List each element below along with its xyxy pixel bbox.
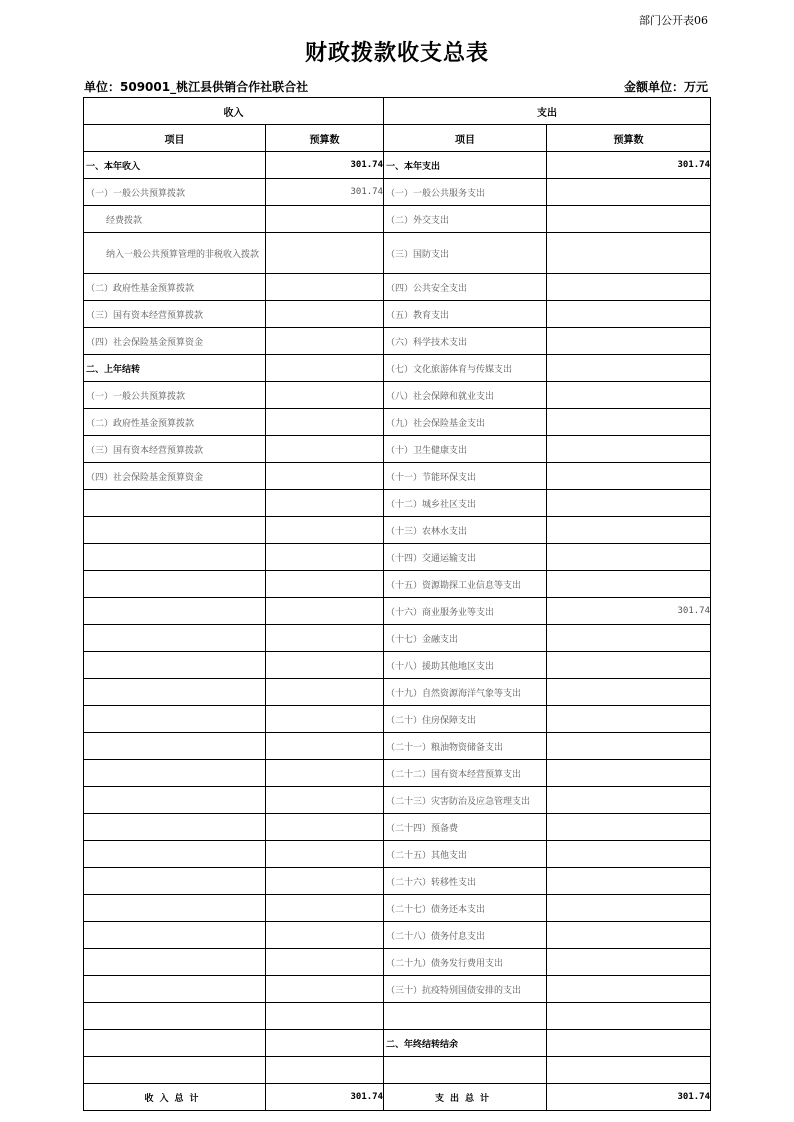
table-row — [84, 733, 711, 760]
income-amount-cell — [266, 328, 384, 355]
table-row — [84, 949, 711, 976]
table-row — [84, 652, 711, 679]
expense-amount-cell — [547, 706, 711, 733]
table-row — [84, 706, 711, 733]
expense-item-cell: （十二）城乡社区支出 — [384, 490, 547, 517]
income-header: 收入 — [84, 98, 384, 125]
expense-amount-cell: 301.74 — [547, 152, 711, 179]
table-row — [84, 814, 711, 841]
income-amount-cell — [266, 571, 384, 598]
income-amount-cell — [266, 544, 384, 571]
table-row — [84, 895, 711, 922]
table-row — [84, 490, 711, 517]
income-amount-cell: 301.74 — [266, 179, 384, 206]
expense-amount-cell — [547, 976, 711, 1003]
table-row — [84, 382, 711, 409]
expense-item-cell: （十六）商业服务业等支出 — [384, 598, 547, 625]
expense-budget-header: 预算数 — [547, 125, 711, 152]
expense-item-cell: （四）公共安全支出 — [384, 274, 547, 301]
expense-amount-cell — [547, 1003, 711, 1030]
income-amount-cell — [266, 922, 384, 949]
expense-amount-cell — [547, 544, 711, 571]
expense-item-cell: （十一）节能环保支出 — [384, 463, 547, 490]
income-item-cell: （一）一般公共预算拨款 — [84, 382, 266, 409]
income-item-cell: （四）社会保险基金预算资金 — [84, 328, 266, 355]
unit-label: 单位：509001_桃江县供销合作社联合社 — [84, 80, 309, 94]
income-amount-cell — [266, 598, 384, 625]
expense-amount-cell — [547, 490, 711, 517]
income-amount-cell — [266, 517, 384, 544]
expense-amount-cell — [547, 787, 711, 814]
expense-amount-cell — [547, 814, 711, 841]
income-item-cell — [84, 733, 266, 760]
expense-amount-cell — [547, 206, 711, 233]
expense-amount-cell — [547, 868, 711, 895]
expense-item-cell: （七）文化旅游体育与传媒支出 — [384, 355, 547, 382]
table-row — [84, 179, 711, 206]
expense-item-cell: （二十六）转移性支出 — [384, 868, 547, 895]
expense-amount-cell — [547, 382, 711, 409]
income-budget-header: 预算数 — [266, 125, 384, 152]
expense-item-cell: （二十一）粮油物资储备支出 — [384, 733, 547, 760]
income-item-cell — [84, 949, 266, 976]
table-row — [84, 1030, 711, 1057]
expense-item-cell: （二十九）债务发行费用支出 — [384, 949, 547, 976]
income-item-cell — [84, 922, 266, 949]
expense-item-cell: （十九）自然资源海洋气象等支出 — [384, 679, 547, 706]
income-item-cell: 纳入一般公共预算管理的非税收入拨款 — [84, 233, 266, 274]
income-item-cell — [84, 544, 266, 571]
income-item-cell: （四）社会保险基金预算资金 — [84, 463, 266, 490]
expense-amount-cell — [547, 733, 711, 760]
expense-amount-cell — [547, 179, 711, 206]
income-item-cell — [84, 1030, 266, 1057]
income-item-cell: （三）国有资本经营预算拨款 — [84, 301, 266, 328]
income-item-cell — [84, 868, 266, 895]
income-amount-cell — [266, 814, 384, 841]
column-header-row — [84, 125, 711, 152]
expense-item-cell: （二十四）预备费 — [384, 814, 547, 841]
expense-amount-cell — [547, 841, 711, 868]
expense-amount-cell — [547, 436, 711, 463]
table-row — [84, 679, 711, 706]
income-amount-cell — [266, 760, 384, 787]
income-item-cell — [84, 679, 266, 706]
table-row — [84, 409, 711, 436]
expense-item-cell: （二十二）国有资本经营预算支出 — [384, 760, 547, 787]
income-item-cell: （一）一般公共预算拨款 — [84, 179, 266, 206]
expense-item-cell — [384, 1057, 547, 1084]
table-row — [84, 787, 711, 814]
form-number: 部门公开表06 — [639, 14, 708, 27]
income-item-cell: 经费拨款 — [84, 206, 266, 233]
expense-item-cell: （二十七）债务还本支出 — [384, 895, 547, 922]
income-item-cell: （三）国有资本经营预算拨款 — [84, 436, 266, 463]
income-amount-cell — [266, 301, 384, 328]
budget-table — [83, 97, 711, 1111]
table-row — [84, 1057, 711, 1084]
income-item-header: 项目 — [84, 125, 266, 152]
expense-item-cell: （二）外交支出 — [384, 206, 547, 233]
income-item-cell: 二、上年结转 — [84, 355, 266, 382]
income-amount-cell — [266, 409, 384, 436]
expense-item-cell: （二十八）债务付息支出 — [384, 922, 547, 949]
income-amount-cell — [266, 652, 384, 679]
expense-amount-cell — [547, 679, 711, 706]
expense-item-cell: （十）卫生健康支出 — [384, 436, 547, 463]
income-amount-cell — [266, 206, 384, 233]
income-amount-cell — [266, 382, 384, 409]
table-row — [84, 571, 711, 598]
income-item-cell — [84, 760, 266, 787]
income-amount-cell — [266, 625, 384, 652]
expense-amount-cell — [547, 922, 711, 949]
expense-amount-cell — [547, 463, 711, 490]
expense-item-cell: （二十）住房保障支出 — [384, 706, 547, 733]
expense-amount-cell — [547, 652, 711, 679]
income-amount-cell — [266, 679, 384, 706]
expense-item-cell: （一）一般公共服务支出 — [384, 179, 547, 206]
expense-item-cell: （十三）农林水支出 — [384, 517, 547, 544]
income-amount-cell — [266, 1030, 384, 1057]
money-unit-label: 金额单位：万元 — [623, 80, 708, 94]
page-title: 财政拨款收支总表 — [304, 40, 489, 66]
income-item-cell — [84, 571, 266, 598]
expense-header: 支出 — [384, 98, 711, 125]
income-amount-cell — [266, 1003, 384, 1030]
expense-item-cell — [384, 1003, 547, 1030]
income-amount-cell — [266, 274, 384, 301]
expense-item-cell: （三十）抗疫特别国债安排的支出 — [384, 976, 547, 1003]
expense-amount-cell — [547, 274, 711, 301]
expense-amount-cell — [547, 1030, 711, 1057]
income-amount-cell — [266, 355, 384, 382]
expense-amount-cell — [547, 233, 711, 274]
table-row — [84, 544, 711, 571]
income-item-cell: （二）政府性基金预算拨款 — [84, 274, 266, 301]
income-amount-cell — [266, 1057, 384, 1084]
income-item-cell — [84, 652, 266, 679]
expense-item-cell: （十七）金融支出 — [384, 625, 547, 652]
table-row — [84, 152, 711, 179]
expense-amount-cell — [547, 949, 711, 976]
income-amount-cell: 301.74 — [266, 152, 384, 179]
income-item-cell — [84, 787, 266, 814]
expense-total-amount: 301.74 — [547, 1084, 711, 1111]
table-row — [84, 274, 711, 301]
table-row — [84, 625, 711, 652]
income-amount-cell — [266, 436, 384, 463]
expense-amount-cell — [547, 517, 711, 544]
expense-amount-cell — [547, 571, 711, 598]
income-amount-cell — [266, 976, 384, 1003]
expense-item-cell: （五）教育支出 — [384, 301, 547, 328]
expense-amount-cell: 301.74 — [547, 598, 711, 625]
income-item-cell — [84, 625, 266, 652]
expense-item-cell: （二十五）其他支出 — [384, 841, 547, 868]
income-amount-cell — [266, 490, 384, 517]
expense-amount-cell — [547, 760, 711, 787]
income-item-cell — [84, 706, 266, 733]
income-amount-cell — [266, 787, 384, 814]
expense-item-cell: （十八）援助其他地区支出 — [384, 652, 547, 679]
table-row — [84, 436, 711, 463]
income-item-cell — [84, 841, 266, 868]
income-amount-cell — [266, 706, 384, 733]
income-item-cell: （二）政府性基金预算拨款 — [84, 409, 266, 436]
table-row — [84, 598, 711, 625]
income-amount-cell — [266, 463, 384, 490]
expense-item-cell: （二十三）灾害防治及应急管理支出 — [384, 787, 547, 814]
expense-amount-cell — [547, 328, 711, 355]
expense-item-cell: （三）国防支出 — [384, 233, 547, 274]
expense-amount-cell — [547, 301, 711, 328]
income-item-cell: 一、本年收入 — [84, 152, 266, 179]
table-row — [84, 922, 711, 949]
table-row — [84, 517, 711, 544]
income-item-cell — [84, 517, 266, 544]
table-row — [84, 1003, 711, 1030]
expense-item-cell: 二、年终结转结余 — [384, 1030, 547, 1057]
expense-item-cell: （十五）资源勘探工业信息等支出 — [384, 571, 547, 598]
table-row — [84, 841, 711, 868]
income-amount-cell — [266, 233, 384, 274]
expense-total-label: 支出总计 — [384, 1084, 547, 1111]
expense-amount-cell — [547, 625, 711, 652]
income-item-cell — [84, 895, 266, 922]
income-amount-cell — [266, 841, 384, 868]
table-row — [84, 328, 711, 355]
expense-item-cell: （八）社会保障和就业支出 — [384, 382, 547, 409]
income-item-cell — [84, 490, 266, 517]
income-amount-cell — [266, 868, 384, 895]
expense-amount-cell — [547, 409, 711, 436]
expense-amount-cell — [547, 1057, 711, 1084]
section-header-row — [84, 98, 711, 125]
table-row — [84, 206, 711, 233]
expense-item-header: 项目 — [384, 125, 547, 152]
table-row — [84, 868, 711, 895]
table-row — [84, 301, 711, 328]
expense-item-cell: （六）科学技术支出 — [384, 328, 547, 355]
expense-item-cell: 一、本年支出 — [384, 152, 547, 179]
income-item-cell — [84, 1057, 266, 1084]
income-item-cell — [84, 814, 266, 841]
expense-amount-cell — [547, 355, 711, 382]
income-item-cell — [84, 598, 266, 625]
expense-amount-cell — [547, 895, 711, 922]
table-row — [84, 463, 711, 490]
income-item-cell — [84, 976, 266, 1003]
income-amount-cell — [266, 949, 384, 976]
income-total-amount: 301.74 — [266, 1084, 384, 1111]
totals-row — [84, 1084, 711, 1111]
table-row — [84, 976, 711, 1003]
income-amount-cell — [266, 733, 384, 760]
table-row — [84, 233, 711, 274]
income-amount-cell — [266, 895, 384, 922]
income-item-cell — [84, 1003, 266, 1030]
expense-item-cell: （十四）交通运输支出 — [384, 544, 547, 571]
table-row — [84, 760, 711, 787]
table-row — [84, 355, 711, 382]
income-total-label: 收入总计 — [84, 1084, 266, 1111]
expense-item-cell: （九）社会保险基金支出 — [384, 409, 547, 436]
